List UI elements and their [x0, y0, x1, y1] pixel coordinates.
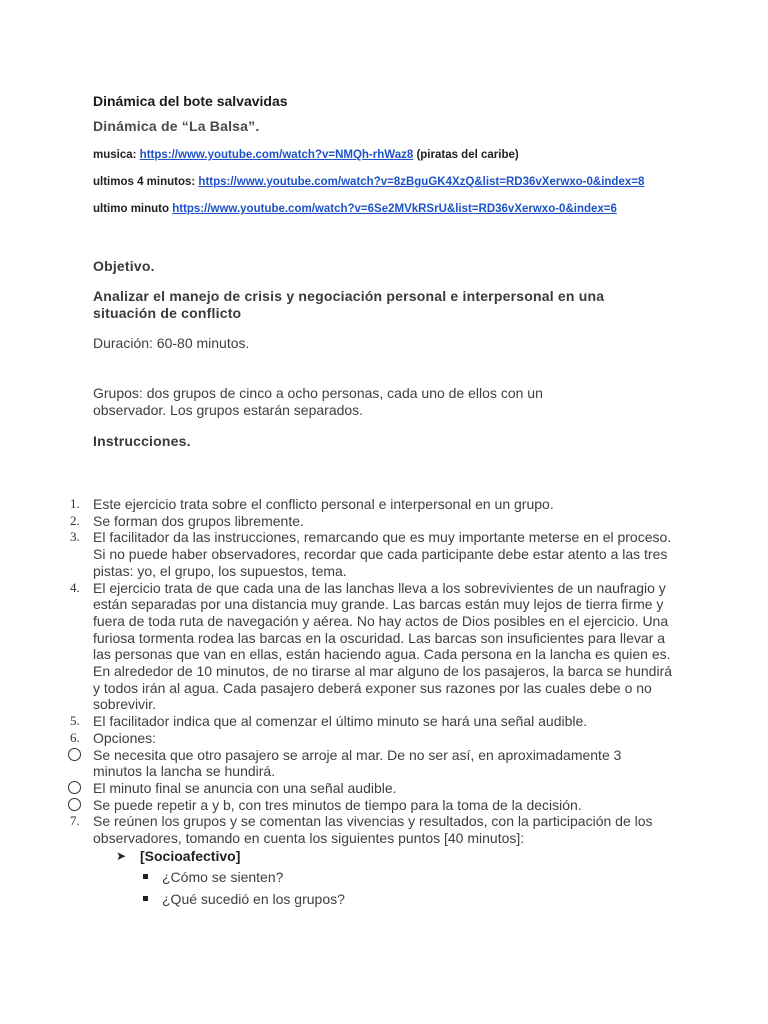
option-text: El minuto final se anuncia con una señal audible.: [93, 779, 397, 796]
instructions-list: [0, 496, 768, 910]
circle-bullet-icon: [68, 798, 81, 811]
item-number: 6.: [70, 729, 80, 745]
item-text: Se forman dos grupos libremente.: [93, 512, 304, 529]
music-note: (piratas del caribe): [413, 149, 519, 161]
music-line: [93, 149, 683, 162]
sub-list-item: [0, 866, 768, 888]
last-minute-line: [93, 203, 683, 216]
document-subtitle: Dinámica de “La Balsa”.: [93, 118, 260, 134]
sub-item-text: ¿Cómo se sienten?: [162, 868, 284, 885]
item-number: 4.: [70, 579, 80, 595]
music-label: musica:: [93, 149, 140, 161]
instruction-item: [0, 496, 768, 513]
item-number: 1.: [70, 496, 80, 511]
sub-list-item: [0, 888, 768, 910]
square-bullet-icon: [143, 874, 148, 879]
last-minute-label: ultimo minuto: [93, 203, 173, 215]
document-header: [93, 92, 683, 463]
duration-text: Duración: 60-80 minutos.: [93, 335, 250, 351]
option-text: Se necesita que otro pasajero se arroje al mar. De no ser así, en aproximadamente 3 minutos la lancha se hundirá.: [93, 746, 622, 780]
instruction-item: [0, 529, 768, 579]
item-text: El facilitador indica que al comenzar el último minuto se hará una señal audible.: [93, 713, 588, 730]
sub-item-text: ¿Qué sucedió en los grupos?: [162, 890, 345, 907]
last-four-minutes-link[interactable]: https://www.youtube.com/watch?v=8zBguGK4XzQ&list=RD36vXerwxo-0&index=8: [198, 176, 645, 188]
item-text: Opciones:: [93, 729, 157, 746]
item-text: El ejercicio trata de que cada una de las lanchas lleva a los sobrevivientes de un naufragio y están separadas por una distancia muy grande. Las barcas están muy lejos de tierra firme y fuera de toda ruta de navegación y aérea. No hay actos de Dios posibles en el ejercicio. Una furiosa tormenta rodea las barcas en la oscuridad. Las barcas son insuficientes para llevar a las personas que van en ellas, están haciendo agua. Cada persona en la lancha es quien es. En alrededor de 10 minutos, de no tirarse al mar alguno de los pasajeros, la barca se hundirá y todos irán al agua. Cada pasajero deberá exponer sus razones por las cuales debe o no sobrevivir.: [93, 579, 673, 713]
groups-text: Grupos: dos grupos de cinco a ocho personas, cada uno de ellos con un observador. Los grupos estarán separados.: [93, 385, 543, 418]
item-number: 2.: [70, 512, 80, 528]
music-link[interactable]: https://www.youtube.com/watch?v=NMQh-rhWaz8: [139, 149, 414, 161]
instruction-item: [0, 513, 768, 530]
sub-heading-text: [Socioafectivo]: [140, 847, 241, 864]
option-text: Se puede repetir a y b, con tres minutos de tiempo para la toma de la decisión.: [93, 796, 582, 813]
circle-bullet-icon: [68, 748, 81, 761]
circle-bullet-icon: [68, 781, 81, 794]
last-four-minutes-label: ultimos 4 minutos:: [93, 176, 199, 188]
instructions-heading: Instrucciones.: [93, 433, 191, 449]
option-item: [0, 780, 768, 797]
item-number: 3.: [70, 529, 80, 545]
instruction-item: [0, 713, 768, 730]
item-text: Este ejercicio trata sobre el conflicto personal e interpersonal en un grupo.: [93, 496, 554, 512]
square-bullet-icon: [143, 896, 148, 901]
instruction-item: [0, 730, 768, 747]
last-minute-link[interactable]: https://www.youtube.com/watch?v=6Se2MVkRSrU&list=RD36vXerwxo-0&index=6: [172, 203, 617, 215]
instruction-item: [0, 813, 768, 846]
option-item: [0, 797, 768, 814]
item-number: 7.: [70, 813, 80, 829]
item-number: 5.: [70, 713, 80, 729]
objective-text: Analizar el manejo de crisis y negociación personal e interpersonal en una situación de conflicto: [93, 288, 605, 321]
objective-heading: Objetivo.: [93, 258, 155, 274]
last-four-minutes-line: [93, 176, 683, 189]
item-text: Se reúnen los grupos y se comentan las vivencias y resultados, con la participación de los observadores, tomando en cuenta los siguientes puntos [40 minutos]:: [93, 813, 653, 847]
arrow-bullet-icon: ➤: [116, 848, 127, 863]
instruction-item: [0, 580, 768, 714]
option-item: [0, 747, 768, 780]
sub-heading-item: [0, 847, 768, 866]
document-title: Dinámica del bote salvavidas: [93, 93, 288, 109]
item-text: El facilitador da las instrucciones, remarcando que es muy importante meterse en el proceso. Si no puede haber observadores, recordar que cada participante debe estar atento a las tres pistas: yo, el grupo, los supuestos, tema.: [93, 529, 672, 579]
